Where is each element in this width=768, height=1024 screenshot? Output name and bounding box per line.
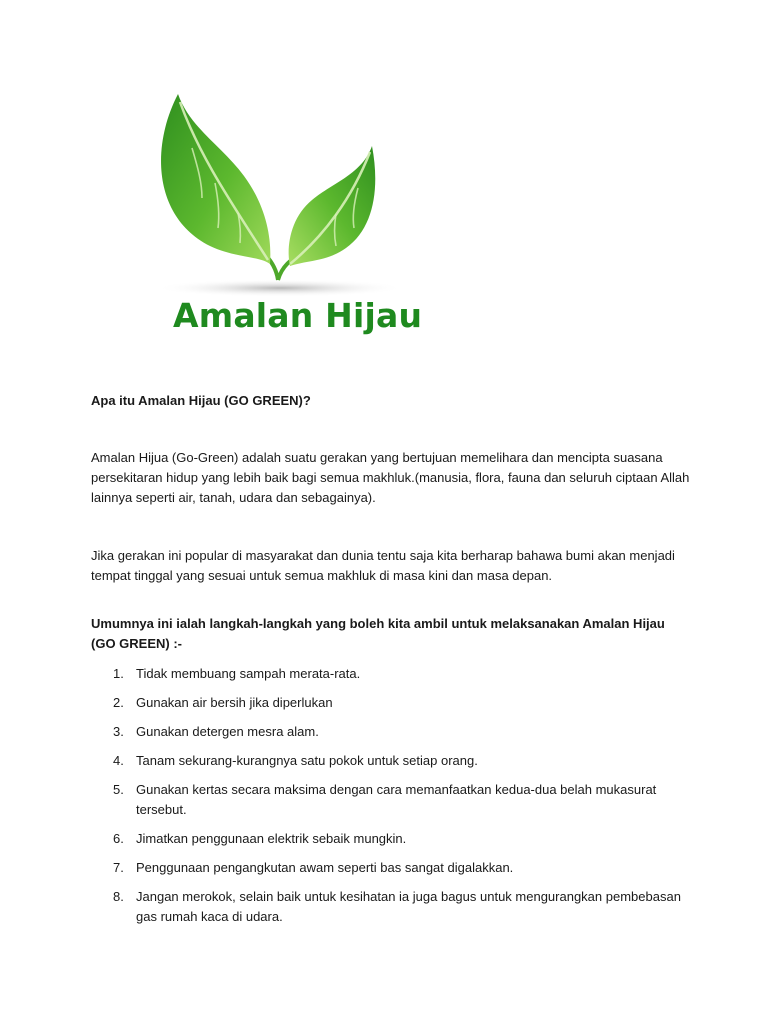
list-number: 5.: [113, 782, 124, 797]
list-text: Gunakan detergen mesra alam.: [136, 724, 319, 739]
list-number: 7.: [113, 860, 124, 875]
list-item: [91, 722, 691, 742]
list-number: 3.: [113, 724, 124, 739]
list-item: [91, 693, 691, 713]
list-item: [91, 829, 691, 849]
document-body: [91, 391, 691, 936]
list-item: [91, 751, 691, 771]
list-text: Penggunaan pengangkutan awam seperti bas sangat digalakkan.: [136, 860, 514, 875]
question-heading: Apa itu Amalan Hijau (GO GREEN)?: [91, 393, 311, 408]
steps-heading: Umumnya ini ialah langkah-langkah yang boleh kita ambil untuk melaksanakan Amalan Hijau (GO GREEN) :-: [91, 616, 665, 651]
list-text: Jimatkan penggunaan elektrik sebaik mungkin.: [136, 831, 407, 846]
hope-paragraph: Jika gerakan ini popular di masyarakat dan dunia tentu saja kita berharap bahawa bumi akan menjadi tempat tinggal yang sesuai untuk semua makhluk di masa kini dan masa depan.: [91, 548, 675, 583]
list-text: Jangan merokok, selain baik untuk kesihatan ia juga bagus untuk mengurangkan pembebasan gas rumah kaca di udara.: [136, 889, 681, 924]
list-number: 8.: [113, 889, 124, 904]
green-leaves-icon: [140, 88, 410, 303]
list-item: [91, 887, 691, 927]
list-item: [91, 780, 691, 820]
logo-title: Amalan Hijau: [173, 296, 423, 335]
list-item: [91, 664, 691, 684]
list-number: 1.: [113, 666, 124, 681]
list-text: Tidak membuang sampah merata-rata.: [136, 666, 361, 681]
list-text: Gunakan kertas secara maksima dengan cara memanfaatkan kedua-dua belah mukasurat tersebut.: [136, 782, 657, 817]
list-number: 4.: [113, 753, 124, 768]
definition-paragraph: Amalan Hijua (Go-Green) adalah suatu gerakan yang bertujuan memelihara dan mencipta suasana persekitaran hidup yang lebih baik bagi semua makhluk.(manusia, flora, fauna dan seluruh ciptaan Allah lainnya seperti air, tanah, udara dan sebagainya).: [91, 450, 690, 505]
steps-list: [91, 664, 691, 927]
list-number: 6.: [113, 831, 124, 846]
list-number: 2.: [113, 695, 124, 710]
list-text: Tanam sekurang-kurangnya satu pokok untuk setiap orang.: [136, 753, 478, 768]
amalan-hijau-logo: [140, 88, 423, 348]
list-text: Gunakan air bersih jika diperlukan: [136, 695, 333, 710]
list-item: [91, 858, 691, 878]
